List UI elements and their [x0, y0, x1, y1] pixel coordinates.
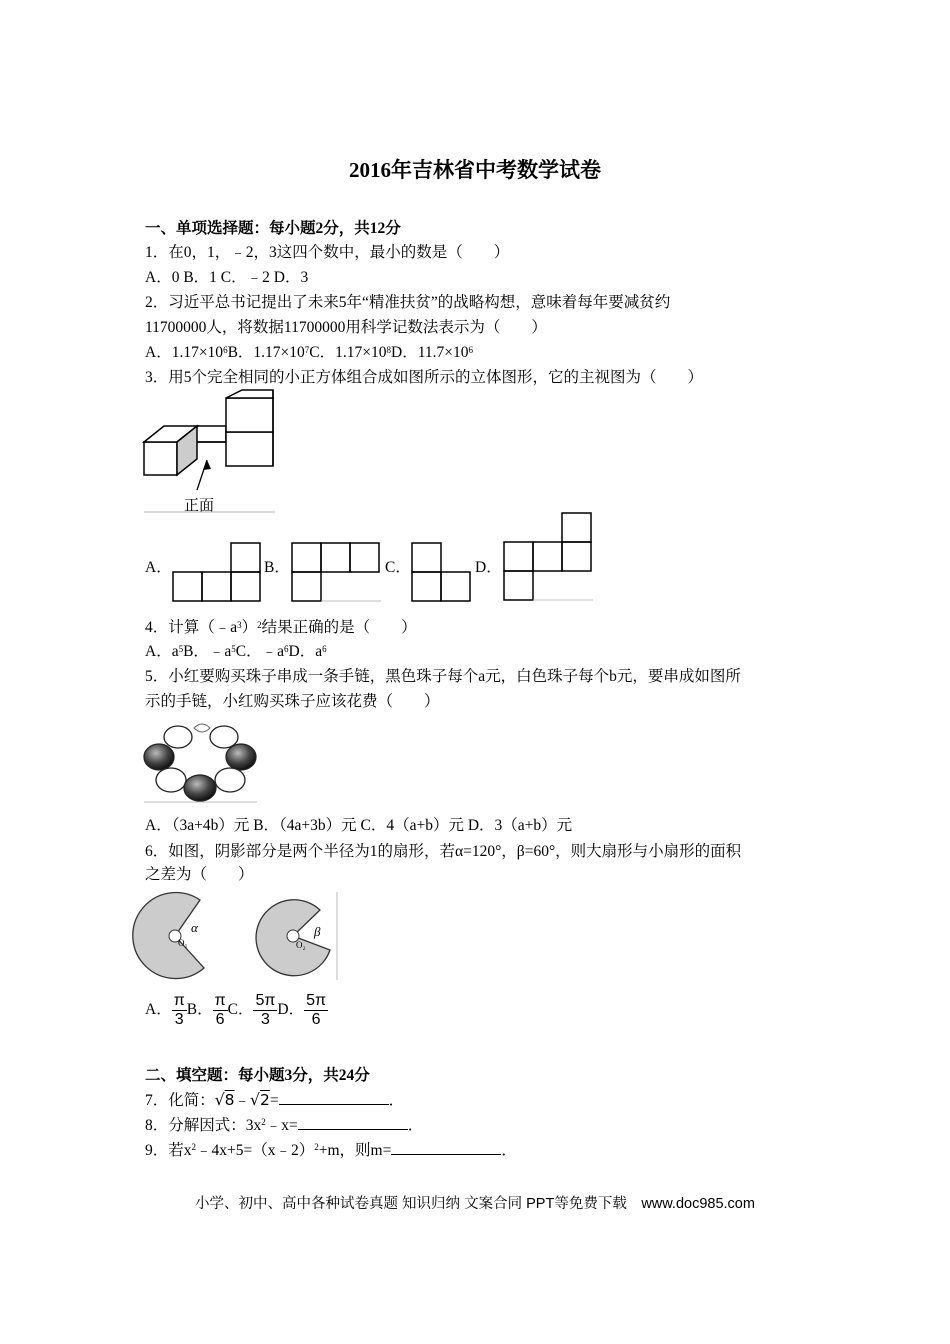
- q3-label-a: A．: [145, 559, 172, 576]
- q2-exp-a: 6: [223, 345, 228, 355]
- q6-fraction-b-den: 6: [215, 1010, 225, 1028]
- q7-minus: ﹣: [234, 1092, 251, 1109]
- q4-option-d: D．a: [288, 643, 323, 660]
- q7-radicand2: 2: [259, 1091, 270, 1109]
- q4-stem-a: 4．计算（﹣a: [145, 619, 238, 636]
- q6-fraction-a-den: 3: [174, 1010, 184, 1028]
- q6-o1-label: O₁: [178, 938, 188, 948]
- page-footer: 小学、初中、高中各种试卷真题 知识归纳 文案合同 PPT等免费下载 www.doc985.com: [195, 1196, 755, 1212]
- q9-end: ．: [501, 1142, 517, 1159]
- q4-option-c: C．﹣a: [235, 643, 285, 660]
- q6-label-a: A．: [145, 1001, 172, 1018]
- q3-label-c: C．: [385, 559, 411, 576]
- q3-label-b: B．: [264, 559, 290, 576]
- q2-exp-d: 6: [468, 345, 473, 355]
- q5-bracelet-figure: [142, 718, 262, 804]
- q2-option-d: D．11.7×10: [391, 344, 469, 361]
- q7-line: [145, 1090, 404, 1111]
- q6-options: [145, 990, 328, 1030]
- q2-exp-c: 8: [386, 345, 391, 355]
- q6-label-b: B．: [186, 1001, 213, 1018]
- q3-option-a-figure: [172, 541, 262, 603]
- q3-front-label: 正面: [184, 496, 215, 514]
- q7-prefix: 7．化简：: [145, 1092, 215, 1109]
- q6-fraction-c: [253, 992, 277, 1029]
- section1-heading: 一、单项选择题：每小题2分，共12分: [145, 220, 401, 237]
- q2-stem-line1: 2．习近平总书记提出了未来5年“精准扶贫”的战略构想，意味着每年要减贫约: [145, 294, 671, 311]
- q8-prefix: 8．分解因式：3x: [145, 1117, 262, 1134]
- q6-o2-label: O₂: [296, 940, 306, 950]
- q3-option-c-figure: [411, 541, 473, 603]
- q4-exp-a: 5: [178, 644, 184, 654]
- q6-fraction-a-num: π: [173, 991, 185, 1009]
- q6-fraction-d: [304, 992, 328, 1029]
- q5-stem-line2: 示的手链，小红购买珠子应该花费（ ）: [145, 693, 440, 710]
- q9-exp2: 2: [314, 1142, 319, 1152]
- q2-option-a: A．1.17×10: [145, 344, 224, 361]
- q6-alpha-label: α: [191, 920, 198, 935]
- q4-exp-d: 6: [322, 644, 327, 654]
- q7-sqrt2: √2: [250, 1091, 270, 1109]
- q3-option-b-figure: [291, 541, 383, 603]
- q6-fraction-c-den: 3: [261, 1010, 270, 1028]
- q7-sqrt1: √8: [214, 1091, 235, 1109]
- q3-cube-figure: [142, 390, 277, 515]
- q3-option-d-figure: [503, 511, 595, 603]
- q4-stem: [145, 618, 417, 638]
- q6-fraction-b: [213, 992, 228, 1029]
- q5-options: A．（3a+4b）元 B．（4a+3b）元 C．4（a+b）元 D．3（a+b）元: [145, 817, 573, 834]
- q6-fraction-d-den: 6: [311, 1010, 321, 1028]
- q6-label-c: C．: [227, 1001, 254, 1018]
- q4-exp-c: 6: [284, 644, 289, 654]
- q8-line: [145, 1115, 423, 1136]
- q8-end: ．: [407, 1117, 424, 1134]
- q8-answer-blank[interactable]: [298, 1115, 408, 1130]
- q6-fraction-a: [172, 992, 187, 1029]
- q3-label-d: D．: [475, 559, 502, 576]
- q4-option-a: A．a: [145, 643, 179, 660]
- q7-answer-blank[interactable]: [279, 1090, 389, 1105]
- q4-stem-exp1: 3: [237, 620, 242, 630]
- q2-options: [145, 343, 473, 363]
- q4-options: [145, 642, 327, 662]
- q9-exp1: 2: [191, 1142, 197, 1152]
- q7-end: ．: [388, 1092, 405, 1109]
- q4-option-b: B．﹣a: [183, 643, 232, 660]
- q9-line: [145, 1140, 517, 1161]
- q6-sector-figures: [140, 890, 350, 982]
- q8-exp: 2: [261, 1117, 266, 1127]
- q4-stem-exp2: 2: [257, 620, 262, 630]
- q2-stem-line2: 11700000人，将数据11700000用科学记数法表示为（ ）: [145, 319, 547, 336]
- q1-stem: 1．在0，1，﹣2，3这四个数中，最小的数是（ ）: [145, 244, 510, 261]
- q7-radicand1: 8: [224, 1091, 235, 1109]
- q6-label-d: D．: [277, 1001, 305, 1018]
- q1-options: A．0 B．1 C．﹣2 D．3: [145, 269, 309, 286]
- q6-fraction-c-num: 5π: [255, 991, 276, 1009]
- q9-rest: +m，则m=: [318, 1142, 392, 1159]
- q8-rest: ﹣x=: [265, 1117, 298, 1134]
- q2-exp-b: 7: [304, 345, 310, 355]
- q9-mid: ﹣4x+5=（x﹣2）: [196, 1142, 315, 1159]
- q6-beta-label: β: [314, 924, 321, 939]
- q6-stem-line2: 之差为（ ）: [145, 866, 254, 883]
- q6-fraction-d-num: 5π: [306, 991, 327, 1009]
- q9-answer-blank[interactable]: [391, 1140, 501, 1155]
- section2-heading: 二、填空题：每小题3分，共24分: [145, 1067, 370, 1084]
- q4-stem-c: 结果正确的是（ ）: [261, 619, 417, 636]
- document-title: 2016年吉林省中考数学试卷: [349, 158, 601, 182]
- q3-stem: 3．用5个完全相同的小正方体组合成如图所示的立体图形，它的主视图为（ ）: [145, 369, 704, 386]
- q4-stem-b: ）: [241, 619, 258, 636]
- q5-stem-line1: 5．小红要购买珠子串成一条手链，黑色珠子每个a元，白色珠子每个b元，要串成如图所: [145, 668, 741, 685]
- q2-option-c: C．1.17×10: [309, 344, 387, 361]
- q2-option-b: B．1.17×10: [227, 344, 305, 361]
- q6-stem-line1: 6．如图，阴影部分是两个半径为1的扇形，若α=120°，β=60°，则大扇形与小扇形的面积: [145, 843, 742, 860]
- q7-eq: =: [269, 1092, 279, 1109]
- q4-exp-b: 5: [231, 644, 236, 654]
- q6-fraction-b-num: π: [214, 991, 226, 1009]
- q9-prefix: 9．若x: [145, 1142, 192, 1159]
